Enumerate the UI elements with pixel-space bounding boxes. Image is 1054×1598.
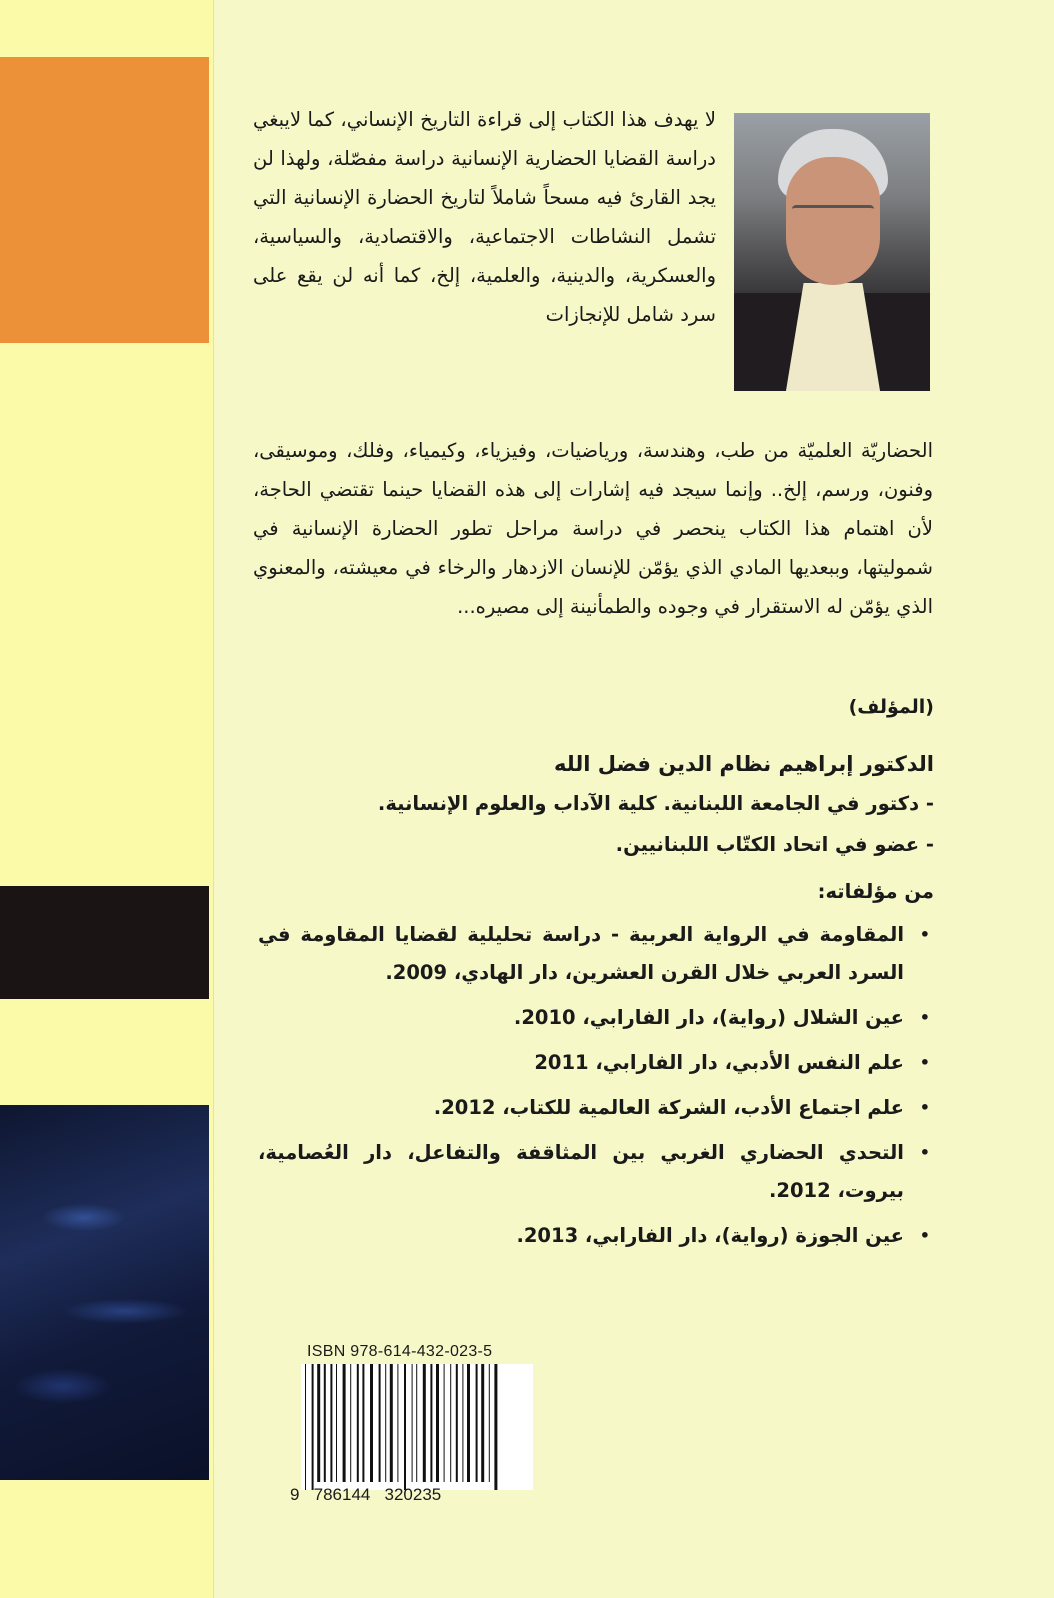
works-heading: من مؤلفاته: xyxy=(817,880,934,903)
barcode-bar xyxy=(385,1364,386,1482)
barcode-bar xyxy=(476,1364,478,1482)
isbn-label: ISBN 978-614-432-023-5 xyxy=(307,1343,493,1360)
blue-photo-band xyxy=(0,1105,209,1480)
barcode-bar xyxy=(362,1364,364,1482)
list-item xyxy=(258,1044,934,1082)
barcode-bar xyxy=(312,1364,314,1490)
list-item xyxy=(258,1089,934,1127)
barcode-bar xyxy=(494,1364,497,1490)
author-credential: - عضو في اتحاد الكتّاب اللبنانيين. xyxy=(615,833,934,856)
portrait-glasses xyxy=(792,205,874,224)
barcode-bar xyxy=(379,1364,381,1482)
barcode-bar xyxy=(305,1364,306,1490)
bullet-icon: • xyxy=(919,1008,930,1027)
barcode-bar xyxy=(462,1364,463,1482)
barcode-bar xyxy=(343,1364,346,1482)
barcode-bar xyxy=(481,1364,484,1482)
barcode-bar xyxy=(423,1364,426,1482)
bullet-icon: • xyxy=(919,1143,930,1162)
barcode-bars xyxy=(301,1364,533,1490)
barcode-digits: 9 786144 320235 xyxy=(290,1485,442,1504)
author-portrait xyxy=(734,113,930,391)
barcode-bar xyxy=(390,1364,393,1482)
author-signature: (المؤلف) xyxy=(848,696,934,718)
barcode-bar xyxy=(430,1364,432,1482)
barcode-bar xyxy=(444,1364,445,1482)
barcode-bar xyxy=(324,1364,326,1482)
blurb-paragraph-top: لا يهدف هذا الكتاب إلى قراءة التاريخ الإنساني، كما لايبغي دراسة القضايا الحضارية الإنسانية دراسة مفصّلة، ولهذا لن يجد القارئ فيه مسحاً شاملاً لتاريخ الحضارة الإنسانية التي تشمل النشاطات الاجتماعية، والاقتصادية، والسياسية، والعسكرية، والدينية، والعلمية، إلخ، كما أنه لن يقع على سرد شامل للإنجازات xyxy=(253,108,716,326)
barcode-bar xyxy=(456,1364,458,1482)
barcode-bar xyxy=(450,1364,451,1482)
author-credential: - دكتور في الجامعة اللبنانية. كلية الآداب والعلوم الإنسانية. xyxy=(377,792,934,815)
barcode-bar xyxy=(336,1364,337,1482)
work-title: التحدي الحضاري الغربي بين المثاقفة والتفاعل، دار العُصامية، بيروت، 2012. xyxy=(258,1141,904,1202)
barcode-bar xyxy=(397,1364,398,1482)
works-list xyxy=(258,916,934,1262)
black-band xyxy=(0,886,209,999)
barcode-bar xyxy=(317,1364,320,1482)
list-item xyxy=(258,999,934,1037)
list-item xyxy=(258,1134,934,1210)
barcode-bar xyxy=(436,1364,439,1482)
blurb-paragraph-bottom: الحضاريّة العلميّة من طب، وهندسة، ورياضيات، وفيزياء، وكيمياء، وفلك، وموسيقى، وفنون، ورسم، إلخ.. وإنما سيجد فيه إشارات إلى هذه القضايا حينما تقتضي الحاجة، لأن اهتمام هذا الكتاب ينحصر في دراسة مراحل تطور الحضارة الإنسانية في شموليتها، وببعديها المادي الذي يؤمّن للإنسان الازدهار والرخاء في معيشته، والمعنوي الذي يؤمّن له الاستقرار في وجوده والطمأنينة إلى مصيره... xyxy=(253,439,933,618)
work-title: علم اجتماع الأدب، الشركة العالمية للكتاب، 2012. xyxy=(433,1096,904,1119)
bullet-icon: • xyxy=(919,1098,930,1117)
work-title: عين الجوزة (رواية)، دار الفارابي، 2013. xyxy=(516,1224,904,1247)
work-title: المقاومة في الرواية العربية - دراسة تحليلية لقضايا المقاومة في السرد العربي خلال القرن العشرين، دار الهادي، 2009. xyxy=(258,923,904,984)
barcode-bar xyxy=(357,1364,359,1482)
barcode-bar xyxy=(370,1364,373,1482)
work-title: عين الشلال (رواية)، دار الفارابي، 2010. xyxy=(513,1006,904,1029)
barcode-bar xyxy=(467,1364,470,1482)
left-color-strip xyxy=(0,0,214,1598)
barcode-bar xyxy=(489,1364,490,1482)
barcode-bar xyxy=(416,1364,417,1482)
barcode-bar xyxy=(330,1364,332,1482)
barcode-bar xyxy=(412,1364,413,1482)
author-name: الدكتور إبراهيم نظام الدين فضل الله xyxy=(554,752,934,776)
barcode xyxy=(301,1364,533,1490)
list-item xyxy=(258,1217,934,1255)
barcode-bar xyxy=(350,1364,351,1482)
orange-band xyxy=(0,57,209,343)
bullet-icon: • xyxy=(919,925,930,944)
bullet-icon: • xyxy=(919,1053,930,1072)
bullet-icon: • xyxy=(919,1226,930,1245)
barcode-bar xyxy=(404,1364,406,1490)
work-title: علم النفس الأدبي، دار الفارابي، 2011 xyxy=(534,1051,904,1074)
list-item xyxy=(258,916,934,992)
